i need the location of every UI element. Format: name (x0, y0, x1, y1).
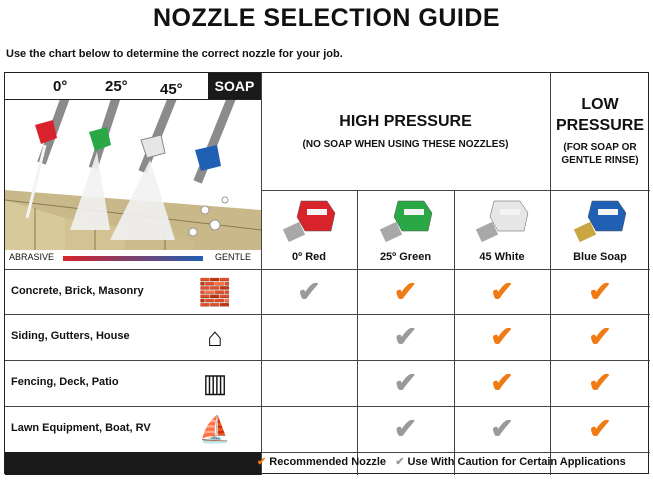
divider (261, 190, 550, 191)
recommended-check-icon: ✔ (257, 456, 267, 468)
gentle-label: GENTLE (215, 252, 252, 262)
caution-check-icon: ✔ (393, 413, 418, 444)
nozzle-1-icon (376, 197, 436, 247)
high-pressure-subtitle: (NO SOAP WHEN USING THESE NOZZLES) (302, 139, 509, 150)
low-pressure-sub-line1: (FOR SOAP OR (563, 142, 637, 153)
nozzle-2-icon (472, 197, 532, 247)
divider (550, 190, 650, 191)
abrasive-gentle-gradient (63, 256, 203, 261)
row-label: Fencing, Deck, Patio (11, 376, 119, 388)
caution-check-icon: ✔ (393, 321, 418, 352)
page-subtitle: Use the chart below to determine the correct nozzle for your job. (6, 48, 343, 60)
boat-icon: ⛵ (198, 414, 232, 444)
divider (5, 269, 650, 270)
recommended-check-icon: ✔ (490, 367, 514, 398)
nozzle-chart (4, 72, 649, 474)
footer-dark-bar (5, 452, 261, 475)
row-label: Concrete, Brick, Masonry (11, 284, 144, 297)
divider (5, 406, 650, 407)
nozzle-spray-drawing (5, 100, 261, 250)
spray-illustration (5, 73, 261, 269)
house-icon: ⌂ (207, 322, 223, 352)
divider (5, 314, 650, 315)
recommended-check-icon: ✔ (393, 276, 418, 307)
soap-label: SOAP (208, 73, 261, 99)
recommended-check-icon: ✔ (490, 276, 514, 307)
nozzle-label: 0º Red (292, 251, 326, 263)
legend (257, 455, 626, 468)
caution-check-icon: ✔ (395, 456, 405, 468)
row-label: Lawn Equipment, Boat, RV (11, 422, 151, 434)
recommended-check-icon: ✔ (588, 413, 612, 444)
angle-0: 0° (53, 78, 68, 95)
row-label: Siding, Gutters, House (11, 330, 130, 342)
low-pressure-title-line2: PRESSURE (555, 117, 645, 134)
recommended-check-icon: ✔ (588, 321, 612, 352)
page-title: NOZZLE SELECTION GUIDE (152, 4, 501, 32)
legend-recommended: Recommended Nozzle (269, 456, 387, 468)
angle-25: 25° (105, 78, 128, 95)
recommended-check-icon: ✔ (588, 367, 612, 398)
fence-icon: ▥ (202, 368, 228, 398)
legend-caution: Use With Caution for Certain Applications (407, 456, 626, 468)
recommended-check-icon: ✔ (588, 276, 612, 307)
abrasive-label: ABRASIVE (9, 252, 55, 262)
low-pressure-sub-line2: GENTLE RINSE) (561, 155, 639, 166)
low-pressure-title-line1: LOW (581, 96, 619, 113)
caution-check-icon: ✔ (297, 276, 321, 307)
nozzle-0-icon (279, 197, 339, 247)
nozzle-label: 25º Green (379, 251, 432, 263)
angle-45: 45° (160, 81, 183, 98)
high-pressure-title: HIGH PRESSURE (339, 113, 472, 130)
recommended-check-icon: ✔ (490, 321, 514, 352)
nozzle-label: Blue Soap (573, 251, 627, 263)
nozzle-3-icon (570, 197, 630, 247)
nozzle-label: 45 White (479, 251, 525, 263)
divider (5, 360, 650, 361)
caution-check-icon: ✔ (393, 367, 418, 398)
caution-check-icon: ✔ (490, 413, 514, 444)
trowel-brick-icon: 🧱 (198, 277, 232, 307)
